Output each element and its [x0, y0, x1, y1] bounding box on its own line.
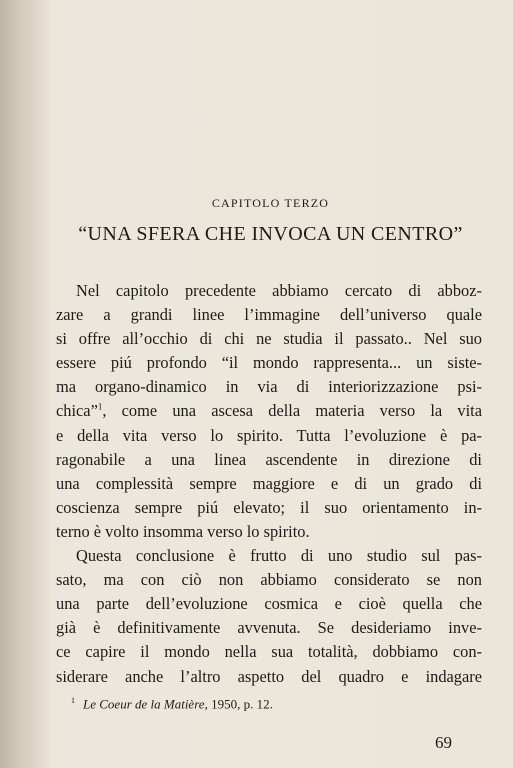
text-line [56, 399, 482, 423]
text-line: zare a grandi linee l’immagine dell’universo quale [56, 305, 482, 325]
page-gutter-shadow [0, 0, 52, 768]
text-line: Questa conclusione è frutto di uno studio sul pas- [76, 546, 482, 566]
footnote-mark: 1 [71, 696, 75, 705]
text-line: terno è volto insomma verso lo spirito. [56, 521, 310, 541]
footnote-citation: , 1950, p. 12. [204, 696, 273, 712]
footnote [71, 696, 273, 712]
text-line: e della vita verso lo spirito. Tutta l’evoluzione è pa- [56, 425, 482, 445]
footnote-title: Le Coeur de la Matière [83, 696, 205, 712]
text-line: coscienza sempre piú elevato; il suo orientamento in- [56, 497, 482, 517]
text-line: ma organo-dinamico in via di interiorizzazione psi- [56, 377, 482, 397]
chapter-label: CAPITOLO TERZO [211, 196, 330, 210]
text-line: essere piú profondo “il mondo rappresenta... un siste- [56, 353, 482, 373]
text-line: ragonabile a una linea ascendente in direzione di [56, 449, 482, 469]
text-line-segment: chica” [56, 401, 98, 421]
chapter-title: “UNA SFERA CHE INVOCA UN CENTRO” [78, 223, 463, 245]
page-number: 69 [435, 733, 452, 752]
footnote-reference: 1 [97, 402, 103, 412]
text-line: Nel capitolo precedente abbiamo cercato di abboz- [76, 281, 482, 300]
text-line: siderare anche l’altro aspetto del quadro e indagare [56, 666, 482, 686]
text-line: una complessità sempre maggiore e di un grado di [56, 473, 482, 493]
text-line-segment: , come una ascesa della materia verso la vita [102, 401, 482, 421]
body-text [56, 279, 482, 689]
text-line: già è definitivamente avvenuta. Se desideriamo inve- [56, 618, 482, 638]
text-line: si offre all’occhio di chi ne studia il passato.. Nel suo [56, 329, 482, 349]
text-line: una parte dell’evoluzione cosmica e cioè quella che [56, 594, 482, 614]
text-line: sato, ma con ciò non abbiamo considerato se non [56, 570, 482, 590]
text-line: ce capire il mondo nella sua totalità, dobbiamo con- [56, 642, 482, 662]
